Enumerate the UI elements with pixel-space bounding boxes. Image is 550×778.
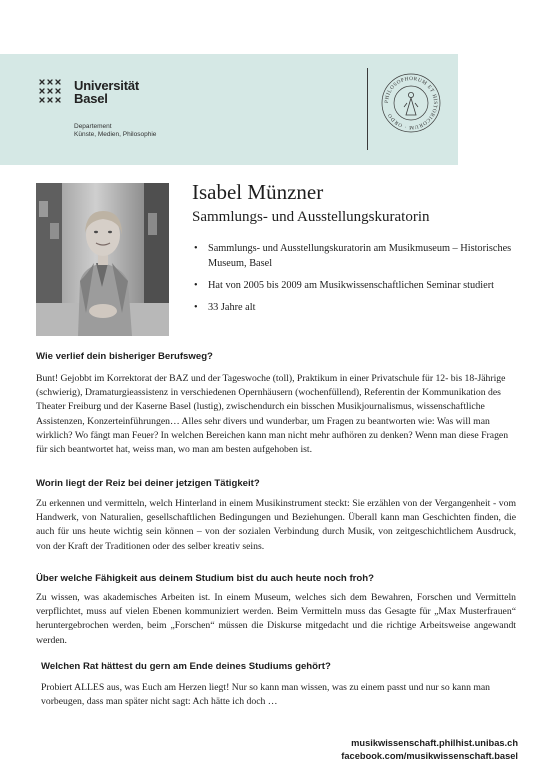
svg-text:PHILOSOPHORUM ET HISTORICORUM [384,76,438,130]
seal-text: PHILOSOPHORUM ET HISTORICORUM · ORDO [383,75,439,131]
question-heading: Welchen Rat hättest du gern am Ende deines Studiums gehört? [41,661,331,672]
answer-paragraph: Probiert ALLES aus, was Euch am Herzen liegt! Nur so kann man wissen, was zu einem passt und nur so kann man vorbeugen, dass man später nicht sagt: Ach hätte ich doch … [41,682,491,708]
question-heading: Worin liegt der Reiz bei deiner jetzigen Tätigkeit? [36,478,260,489]
answer-paragraph: Zu erkennen und vermitteln, welch Hinterland in einem Musikinstrument steckt: Sie erzählen von der Vergangenheit - vom Handwerk, von Naturalien, gesellschaftlichen Bedingungen und Beziehungen. Überall kann man Geschichten finden, die auch für uns heute wichtig sein können – von der sozialen Verbindung durch Musik, von zeitgeschichtlichem Ausdruck, von der Kraft der Traditionen oder des selber kreativ seins. [36,498,516,552]
question-heading: Über welche Fähigkeit aus deinem Studium bist du auch heute noch froh? [36,573,374,584]
fact-item: • Hat von 2005 bis 2009 am Musikwissenschaftlichen Seminar studiert [192,278,522,293]
portrait-photo [36,183,169,336]
profile-name: Isabel Münzner [192,180,324,204]
department-label: Departement Künste, Medien, Philosophie [74,123,157,138]
header-divider [367,68,368,150]
profile-title: Sammlungs- und Ausstellungskuratorin [192,209,430,225]
faculty-seal-icon [380,72,442,134]
website-link[interactable]: musikwissenschaft.philhist.unibas.ch [351,738,518,748]
answer-paragraph: Bunt! Gejobbt im Korrektorat der BAZ und der Tageswoche (toll), Praktikum in einer Privatschule für 12- bis 18-Jährige (schwierig), Dramaturgieassistenz in verschiedenen Opernhäusern (wochenfüllend), Referentin der Kommunikation des Theater Freiburg und der Kaserne Basel (lustig), zwischendurch ein bisschen Musikjournalismus, wissenschaftliche Assistenzen, Konzerteinführungen… Alles sehr divers und wunderbar, um Fragen zu beantworten wie: Was will man wirklich? Wo fängt man Feuer? In welchen Bereichen kann man nicht mehr aufhören zu denken? Wenn man diese Fragen für sich beantwortet hat, weiss man, wo man am besten aufgehoben ist. [36,373,509,456]
university-name: Universität Basel [74,78,139,106]
fact-item: • 33 Jahre alt [192,300,522,315]
question-heading: Wie verlief dein bisheriger Berufsweg? [36,351,213,362]
answer-paragraph: Zu wissen, was akademisches Arbeiten ist. In einem Museum, welches sich dem Bewahren, Forschen und Vermitteln verpflichtet, muss auf vielen Ebenen kommuniziert werden. Beim Vermitteln muss das Gesagte für „Max Musterfrauen“ heruntergebrochen werden, beim „Forschen“ müssen die Diskurse mitgedacht und die richtige Arbeitsweise angewandt werden. [36,592,516,646]
fact-item: • Sammlungs- und Ausstellungskuratorin am Musikmuseum – Historisches Museum, Basel [192,241,522,271]
university-logo-icon [36,78,64,106]
header-band [0,54,458,165]
profile-facts-list [192,241,522,322]
facebook-link[interactable]: facebook.com/musikwissenschaft.basel [341,751,518,761]
footer-links [341,737,518,763]
